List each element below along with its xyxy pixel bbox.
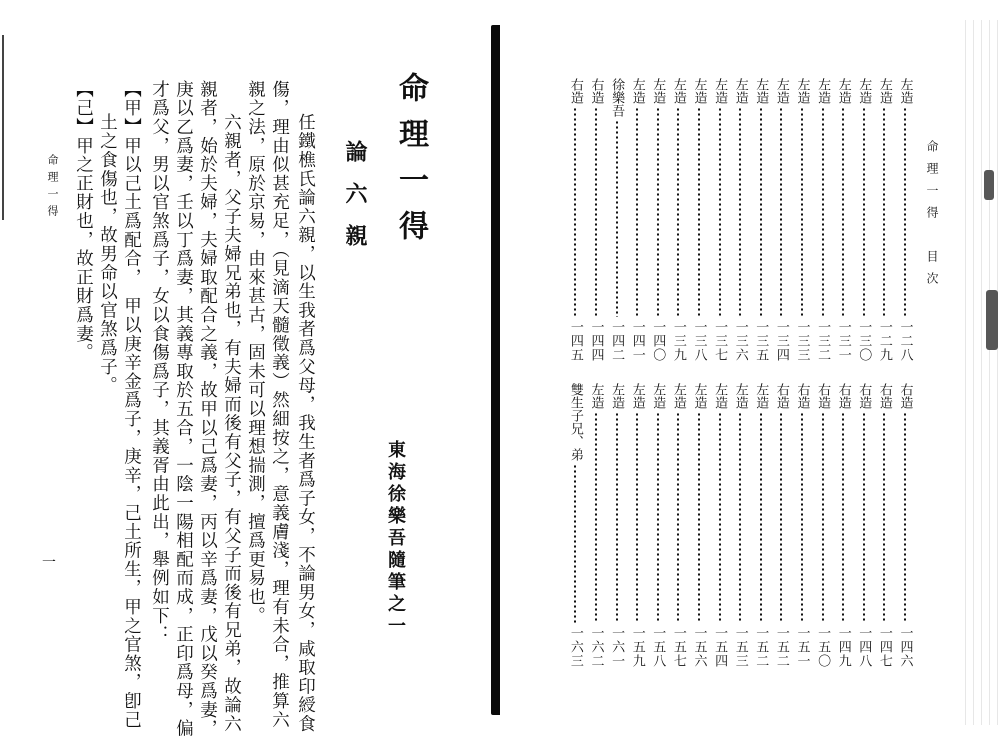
- toc-entry: [669, 78, 687, 362]
- right-page: [500, 0, 1005, 745]
- leader-dots: [842, 107, 844, 317]
- toc-entry-label: 徐樂吾: [609, 78, 625, 117]
- leader-dots: [657, 107, 659, 317]
- author-line: 東海徐樂吾隨筆之一: [385, 440, 406, 638]
- paragraph-line: 任鐵樵氏論六親，以生我者爲父母，我生者爲子女，不論男女，咸取印綬食: [295, 113, 316, 734]
- paragraph-line: 傷，理由似甚充足，（見滴天髓徵義）然細按之，意義膚淺，理有未合，推算六: [269, 80, 290, 730]
- next-page-edge: [962, 20, 1002, 725]
- toc-entry: [731, 78, 749, 362]
- toc-entry-page: 一五一: [794, 626, 810, 668]
- toc-entry-page: 一三六: [732, 320, 748, 362]
- leader-dots: [739, 107, 741, 317]
- toc-entry-page: 一四八: [856, 626, 872, 668]
- toc-entry-label: 左造: [753, 78, 769, 104]
- toc-entry-label: 左造: [691, 78, 707, 104]
- toc-entry-label: 左造: [712, 78, 728, 104]
- leader-dots: [863, 412, 865, 623]
- leader-dots: [822, 107, 824, 317]
- toc-entry: [814, 78, 832, 362]
- toc-entry-page: 一二九: [876, 320, 892, 362]
- toc-entry-label: 左造: [773, 78, 789, 104]
- toc-entry: [834, 78, 852, 362]
- toc-entry-label: 右造: [856, 383, 872, 409]
- paragraph-line: 六親者，父子夫婦兄弟也，有夫婦而後有父子，有父子而後有兄弟，故論六: [221, 113, 242, 734]
- leader-dots: [719, 107, 721, 317]
- toc-entry-label: 右造: [815, 383, 831, 409]
- toc-entry-page: 一四一: [629, 320, 645, 362]
- toc-entry-label: 左造: [753, 383, 769, 409]
- toc-entry: [834, 383, 852, 668]
- toc-entry-label: 左造: [629, 78, 645, 104]
- toc-entry: [628, 78, 646, 362]
- toc-entry-page: 一四〇: [650, 320, 666, 362]
- page-edge-line: [2, 35, 4, 220]
- leader-dots: [760, 107, 762, 317]
- toc-entry-label: 左造: [650, 383, 666, 409]
- paragraph-line: 土之食傷也，故男命以官煞爲子。: [97, 113, 118, 395]
- toc-entry: [649, 78, 667, 362]
- leader-dots: [657, 412, 659, 623]
- toc-entry-page: 一四二: [609, 320, 625, 362]
- leader-dots: [574, 107, 576, 317]
- toc-entry-label: 左造: [732, 383, 748, 409]
- paragraph-line: 【甲】甲以己土爲配合， 甲以庚辛金爲子，庚辛，己土所生，甲之官煞，卽己: [121, 80, 142, 730]
- toc-entry: [752, 78, 770, 362]
- toc-entry-label: 左造: [670, 383, 686, 409]
- toc-entry: [566, 383, 584, 668]
- toc-entry: [896, 383, 914, 668]
- toc-entry-page: 一三三: [794, 320, 810, 362]
- toc-entry: [690, 78, 708, 362]
- toc-entry-page: 一四六: [897, 626, 913, 668]
- toc-entry-page: 一三五: [753, 320, 769, 362]
- leader-dots: [616, 120, 618, 317]
- leader-dots: [801, 412, 803, 623]
- toc-entry-page: 一五九: [629, 626, 645, 668]
- toc-entry-page: 一二八: [897, 320, 913, 362]
- running-head: 命理一得: [46, 154, 59, 222]
- toc-entry: [587, 383, 605, 668]
- toc-entry-label: 左造: [712, 383, 728, 409]
- toc-entry-page: 一五二: [773, 626, 789, 668]
- leader-dots: [780, 107, 782, 317]
- toc-entry: [855, 383, 873, 668]
- toc-entry: [608, 78, 626, 362]
- leader-dots: [719, 412, 721, 623]
- toc-entry-page: 一三八: [691, 320, 707, 362]
- toc-entry-label: 右造: [897, 383, 913, 409]
- toc-entry-label: 右造: [588, 78, 604, 104]
- leader-dots: [636, 107, 638, 317]
- book-title: 命理一得: [393, 72, 428, 256]
- toc-entry: [608, 383, 626, 668]
- toc-entry: [896, 78, 914, 362]
- toc-entry: [814, 383, 832, 668]
- section-title: 論六親: [342, 140, 368, 266]
- toc-entry-label: 右造: [835, 383, 851, 409]
- toc-entry-label: 左造: [732, 78, 748, 104]
- leader-dots: [698, 412, 700, 623]
- toc-entry-page: 一四五: [567, 320, 583, 362]
- toc-entry: [772, 383, 790, 668]
- toc-entry-page: 一五三: [732, 626, 748, 668]
- toc-entry: [711, 78, 729, 362]
- toc-entry-page: 一四九: [835, 626, 851, 668]
- paragraph-line: 才爲父，男以官煞爲子，女以食傷爲子，其義胥由此出，舉例如下：: [149, 80, 170, 644]
- toc-entry-page: 一三四: [773, 320, 789, 362]
- leader-dots: [677, 107, 679, 317]
- leader-dots: [677, 412, 679, 623]
- paragraph-line: 親之法，原於京易，由來甚古，固未可以理想揣測，擅爲更易也。: [245, 80, 266, 626]
- leader-dots: [883, 107, 885, 317]
- toc-entry: [731, 383, 749, 668]
- leader-dots: [904, 107, 906, 317]
- toc-entry-label: 左造: [835, 78, 851, 104]
- toc-entry: [793, 383, 811, 668]
- toc-entry: [669, 383, 687, 668]
- leader-dots: [863, 107, 865, 317]
- leader-dots: [760, 412, 762, 623]
- leader-dots: [780, 412, 782, 623]
- toc-entry-page: 一三一: [835, 320, 851, 362]
- toc-entry-page: 一五〇: [815, 626, 831, 668]
- toc-entry-label: 左造: [897, 78, 913, 104]
- toc-entry-page: 一三九: [670, 320, 686, 362]
- leader-dots: [883, 412, 885, 623]
- toc-entry-page: 一四七: [876, 626, 892, 668]
- leader-dots: [636, 412, 638, 623]
- toc-entry-page: 一五六: [691, 626, 707, 668]
- toc-entry-label: 右造: [876, 383, 892, 409]
- toc-entry: [855, 78, 873, 362]
- toc-entry: [690, 383, 708, 668]
- toc-entry-label: 左造: [588, 383, 604, 409]
- toc-entry: [772, 78, 790, 362]
- toc-entry: [875, 78, 893, 362]
- toc-entry-label: 右造: [794, 383, 810, 409]
- leader-dots: [574, 464, 576, 623]
- toc-entry-label: 雙生子兄、弟: [567, 383, 583, 461]
- toc-entry-page: 一四四: [588, 320, 604, 362]
- left-page: [0, 0, 490, 745]
- toc-entry-page: 一六一: [609, 626, 625, 668]
- running-head-toc: 命理一得 目次: [925, 140, 939, 294]
- toc-entry-page: 一五八: [650, 626, 666, 668]
- toc-entry-page: 一三七: [712, 320, 728, 362]
- leader-dots: [739, 412, 741, 623]
- toc-entry-label: 左造: [856, 78, 872, 104]
- paragraph-line: 庚以乙爲妻，壬以丁爲妻，其義專取於五合，一陰一陽相配而成，正印爲母，偏: [173, 80, 194, 738]
- toc-entry: [628, 383, 646, 668]
- leader-dots: [801, 107, 803, 317]
- toc-entry-label: 左造: [670, 78, 686, 104]
- toc-entry-label: 左造: [609, 383, 625, 409]
- toc-entry: [587, 78, 605, 362]
- toc-entry-label: 左造: [629, 383, 645, 409]
- toc-entry: [875, 383, 893, 668]
- toc-entry-page: 一三〇: [856, 320, 872, 362]
- page-number: 一: [42, 555, 56, 571]
- leader-dots: [822, 412, 824, 623]
- toc-entry-page: 一五二: [753, 626, 769, 668]
- toc-entry-label: 左造: [794, 78, 810, 104]
- toc-entry-label: 右造: [567, 78, 583, 104]
- toc-entry: [566, 78, 584, 362]
- leader-dots: [595, 412, 597, 623]
- leader-dots: [616, 412, 618, 623]
- toc-entry-page: 一六三: [567, 626, 583, 668]
- toc-entry-label: 左造: [876, 78, 892, 104]
- toc-entry: [711, 383, 729, 668]
- toc-entry-label: 左造: [650, 78, 666, 104]
- toc-entry-page: 一三二: [815, 320, 831, 362]
- paragraph-line: 【己】甲之正財也，故正財爲妻。: [73, 80, 94, 362]
- leader-dots: [842, 412, 844, 623]
- leader-dots: [595, 107, 597, 317]
- toc-entry-label: 右造: [773, 383, 789, 409]
- toc-entry-label: 左造: [815, 78, 831, 104]
- toc-entry: [649, 383, 667, 668]
- leader-dots: [904, 412, 906, 623]
- toc-entry-label: 左造: [691, 383, 707, 409]
- leader-dots: [698, 107, 700, 317]
- paragraph-line: 親者，始於夫婦，夫婦取配合之義，故甲以己爲妻，丙以辛爲妻，戊以癸爲妻，: [197, 80, 218, 738]
- toc-entry-page: 一五七: [670, 626, 686, 668]
- toc-entry-page: 一五四: [712, 626, 728, 668]
- toc-entry: [752, 383, 770, 668]
- toc-entry: [793, 78, 811, 362]
- toc-entry-page: 一六二: [588, 626, 604, 668]
